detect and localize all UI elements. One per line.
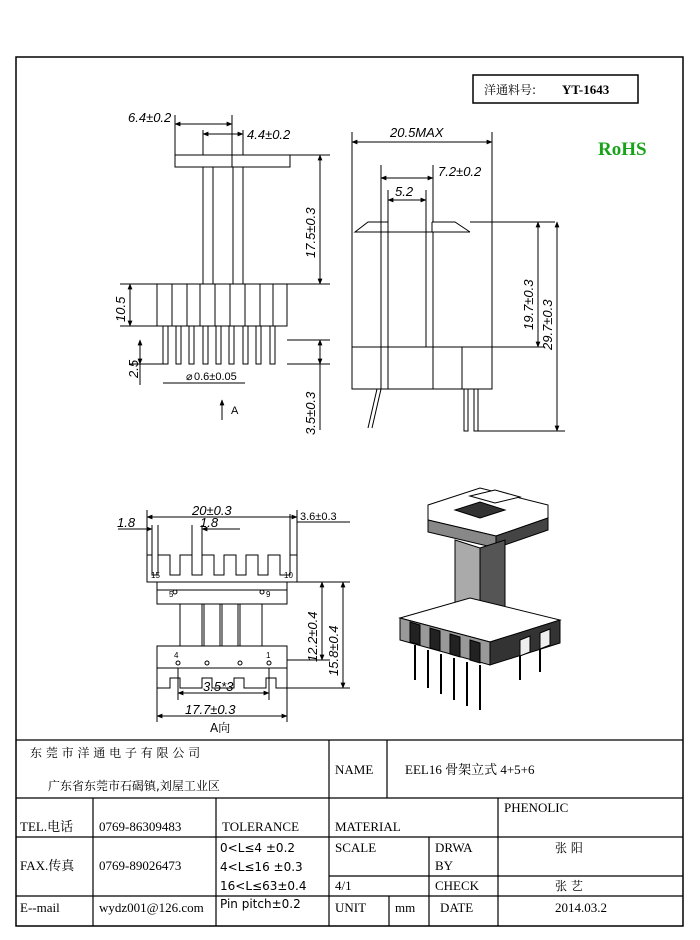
pin-label-10: 10	[284, 571, 293, 580]
view-a-label: A向	[210, 721, 231, 735]
drawn-value: 张 阳	[555, 841, 583, 855]
tel-value: 0769-86309483	[99, 819, 182, 834]
name-value: EEL16 骨架立式 4+5+6	[405, 762, 535, 777]
side-flange-left	[355, 222, 388, 232]
dim-row-width: 20±0.3	[192, 503, 232, 518]
check-label: CHECK	[435, 878, 480, 893]
dim-bottom-width: 17.7±0.3	[185, 702, 236, 717]
dim-row-offset: 12.2±0.4	[305, 611, 320, 662]
dim-base-height: 10.5	[113, 296, 128, 322]
drawn-label-1: DRWA	[435, 840, 473, 855]
dim-pitch-left: 1.8	[117, 515, 136, 530]
front-pins	[163, 326, 275, 364]
material-label: MATERIAL	[335, 819, 401, 834]
material-value: PHENOLIC	[504, 800, 569, 815]
tolerance-line-1: 0<L≤4 ±0.2	[220, 841, 296, 855]
dim-pin-offset: 2.5	[126, 359, 141, 378]
pin-diameter-symbol: ⌀	[186, 371, 193, 383]
unit-value: mm	[395, 900, 416, 915]
pin-label-4: 4	[174, 651, 179, 660]
pin-label-1: 1	[266, 651, 271, 660]
email-label: E--mail	[20, 900, 60, 915]
view-arrow-label: A	[231, 405, 239, 417]
dim-center-width: 4.4±0.2	[247, 127, 291, 142]
email-value: wydz001@126.com	[99, 900, 204, 915]
date-label: DATE	[440, 900, 474, 915]
dim-slot: 3.6±0.3	[300, 511, 337, 523]
side-base	[352, 347, 492, 389]
tel-label: TEL.电话	[20, 819, 74, 834]
isometric-view	[400, 488, 560, 710]
pin-label-9: 9	[266, 590, 271, 599]
side-core	[381, 232, 433, 347]
rohs-mark: RoHS	[598, 139, 647, 160]
dim-height-inner: 19.7±0.3	[521, 279, 536, 330]
dim-core: 5.2	[395, 184, 414, 199]
check-value: 张 艺	[555, 879, 583, 893]
scale-value: 4/1	[335, 878, 352, 893]
date-value: 2014.03.2	[555, 900, 607, 915]
dim-total-width: 20.5MAX	[390, 125, 444, 140]
part-number-box	[473, 75, 638, 103]
company-name: 东 莞 市 洋 通 电 子 有 限 公 司	[30, 746, 201, 760]
side-pin-left	[368, 389, 377, 428]
dim-row-total: 15.8±0.4	[326, 625, 341, 676]
side-pin-right	[464, 389, 468, 431]
dim-pin-pitch: 3.5*3	[203, 679, 234, 694]
dim-height-total: 29.7±0.3	[540, 299, 555, 350]
fax-value: 0769-89026473	[99, 858, 182, 873]
dim-pin-length: 3.5±0.3	[303, 391, 318, 435]
dim-flange: 7.2±0.2	[438, 164, 482, 179]
scale-label: SCALE	[335, 840, 377, 855]
pin-label-5: 5	[169, 590, 174, 599]
pin-pitch-tolerance: Pin pitch±0.2	[220, 897, 301, 911]
part-number-value: YT-1643	[562, 82, 610, 97]
front-base	[157, 284, 287, 326]
bottom-top-comb	[147, 555, 297, 582]
dim-top-width: 6.4±0.2	[128, 110, 172, 125]
sheet-border	[16, 57, 683, 926]
pin-label-15: 15	[151, 571, 160, 580]
dim-front-height: 17.5±0.3	[303, 207, 318, 258]
tolerance-line-2: 4<L≤16 ±0.3	[220, 860, 303, 874]
company-address: 广东省东莞市石碣镇,刘屋工业区	[48, 779, 220, 793]
dim-pin-diameter: 0.6±0.05	[194, 371, 237, 383]
dim-pitch-mid: 1.8	[200, 515, 219, 530]
tolerance-label: TOLERANCE	[222, 819, 300, 834]
fax-label: FAX.传真	[20, 858, 75, 873]
tolerance-line-3: 16<L≤63±0.4	[220, 879, 307, 893]
part-number-label: 洋通料号:	[484, 83, 537, 97]
unit-label: UNIT	[335, 900, 367, 915]
drawn-label-2: BY	[435, 858, 454, 873]
name-label: NAME	[335, 762, 374, 777]
